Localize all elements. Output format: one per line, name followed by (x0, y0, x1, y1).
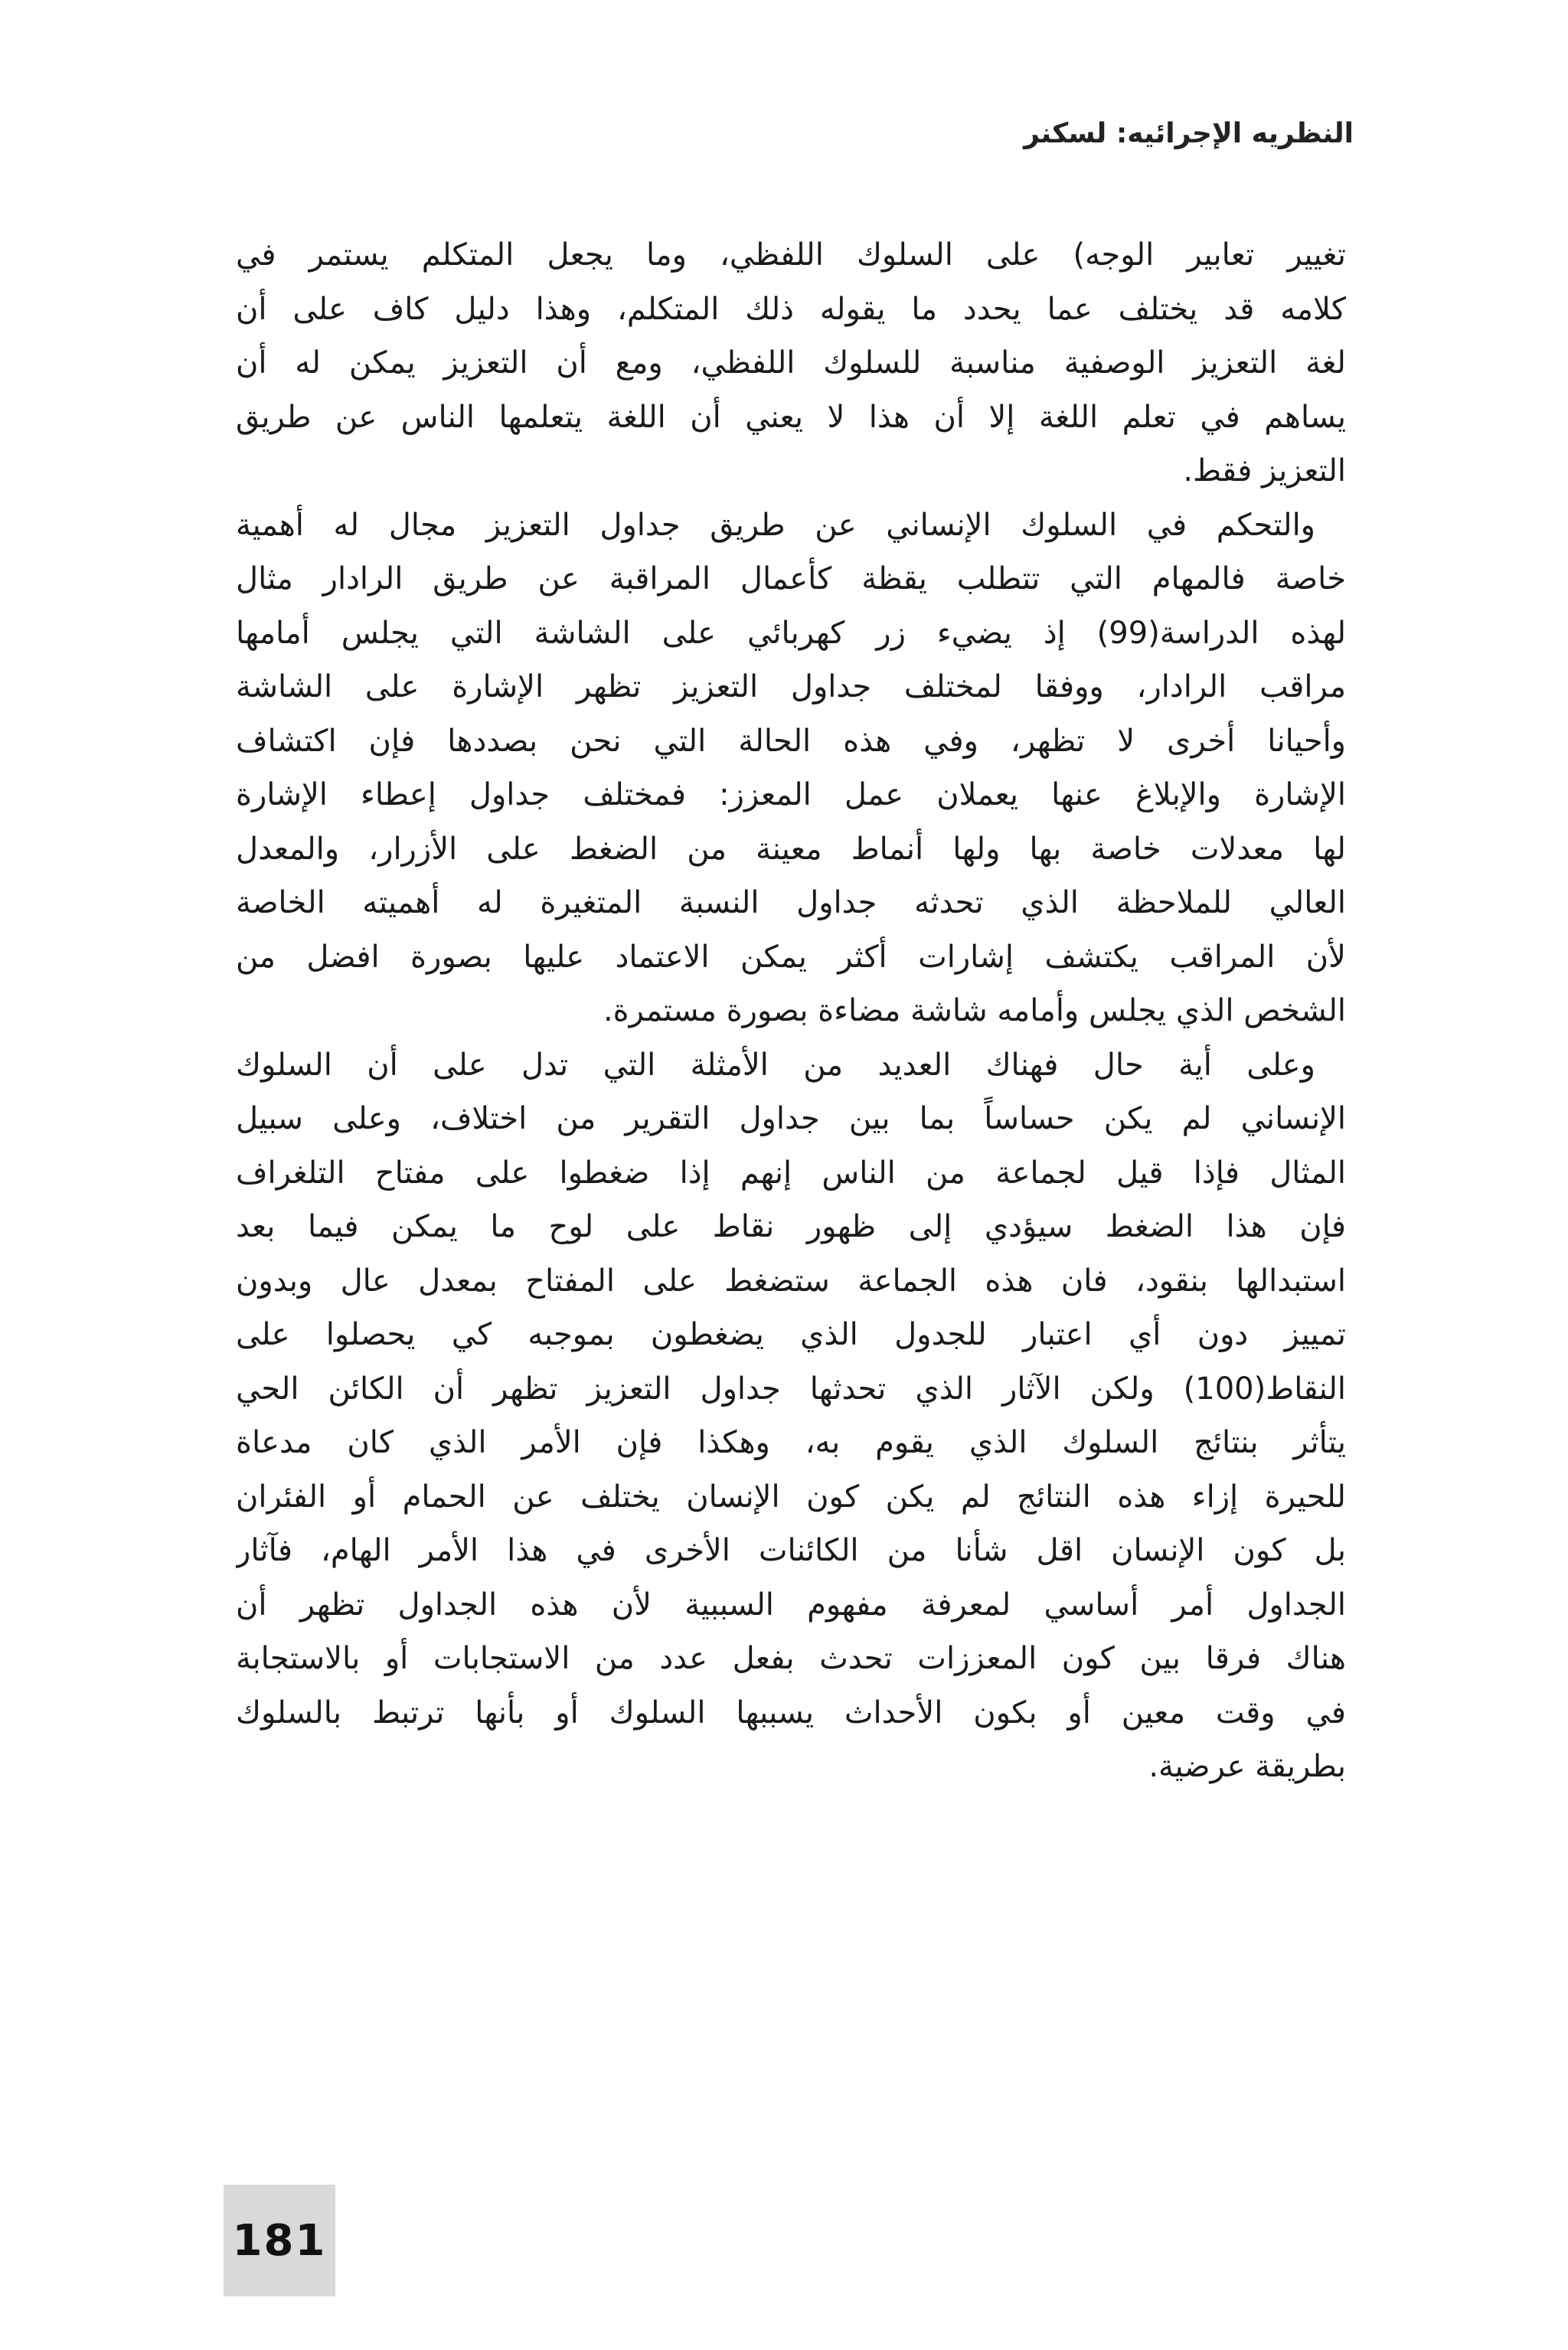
text-line: وعلى أية حال فهناك العديد من الأمثلة التي تدل على أن السلوك (236, 1047, 1315, 1083)
text-line: خاصة فالمهام التي تتطلب يقظة كأعمال المراقبة عن طريق الرادار مثال (236, 561, 1346, 596)
text-line: يساهم في تعلم اللغة إلا أن هذا لا يعني أن اللغة يتعلمها الناس عن طريق (236, 399, 1346, 435)
text-line: مراقب الرادار، ووفقا لمختلف جداول التعزيز تظهر الإشارة على الشاشة (236, 669, 1346, 704)
paragraph (236, 228, 1346, 498)
text-line: لهذه الدراسة(99) إذ يضيء زر كهربائي على الشاشة التي يجلس أمامها (236, 615, 1346, 651)
text-line: بطريقة عرضية. (1148, 1749, 1346, 1784)
text-line: كلامه قد يختلف عما يحدد ما يقوله ذلك المتكلم، وهذا دليل كاف على أن (236, 291, 1346, 327)
text-line: وأحيانا أخرى لا تظهر، وفي هذه الحالة التي نحن بصددها فإن اكتشاف (236, 723, 1346, 759)
text-line: الجداول أمر أساسي لمعرفة مفهوم السببية لأن هذه الجداول تظهر أن (236, 1587, 1346, 1623)
paragraph (236, 1038, 1346, 1794)
text-line: التعزيز فقط. (1183, 453, 1346, 489)
body-text (236, 228, 1346, 1794)
text-line: النقاط(100) ولكن الآثار الذي تحدثها جداول التعزيز تظهر أن الكائن الحي (236, 1371, 1346, 1407)
text-line: هناك فرقا بين كون المعززات تحدث بفعل عدد من الاستجابات أو بالاستجابة (236, 1641, 1346, 1676)
text-line: الإشارة والإبلاغ عنها يعملان عمل المعزز: فمختلف جداول إعطاء الإشارة (236, 777, 1346, 812)
text-line: استبدالها بنقود، فان هذه الجماعة ستضغط على المفتاح بمعدل عال وبدون (236, 1263, 1346, 1299)
text-line: المثال فإذا قيل لجماعة من الناس إنهم إذا ضغطوا على مفتاح التلغراف (236, 1155, 1346, 1191)
running-header-title: النظريه الإجرائيه: لسكنر (1024, 118, 1354, 149)
text-line: للحيرة إزاء هذه النتائج لم يكن كون الإنسان يختلف عن الحمام أو الفئران (236, 1479, 1346, 1515)
text-line: فإن هذا الضغط سيؤدي إلى ظهور نقاط على لوح ما يمكن فيما بعد (236, 1209, 1346, 1244)
text-line: يتأثر بنتائج السلوك الذي يقوم به، وهكذا فإن الأمر الذي كان مدعاة (236, 1425, 1346, 1460)
text-line: لها معدلات خاصة بها ولها أنماط معينة من الضغط على الأزرار، والمعدل (236, 831, 1346, 867)
text-line: لأن المراقب يكتشف إشارات أكثر يمكن الاعتماد عليها بصورة افضل من (236, 939, 1346, 975)
text-line: تمييز دون أي اعتبار للجدول الذي يضغطون بموجبه كي يحصلوا على (236, 1317, 1346, 1352)
text-line: في وقت معين أو بكون الأحداث يسببها السلوك أو بأنها ترتبط بالسلوك (236, 1695, 1346, 1731)
page-number-box (224, 2185, 335, 2296)
text-line: الشخص الذي يجلس وأمامه شاشة مضاءة بصورة مستمرة. (603, 993, 1346, 1028)
text-line: والتحكم في السلوك الإنساني عن طريق جداول التعزيز مجال له أهمية (236, 507, 1315, 543)
text-line: لغة التعزيز الوصفية مناسبة للسلوك اللفظي، ومع أن التعزيز يمكن له أن (236, 345, 1346, 381)
text-line: تغيير تعابير الوجه) على السلوك اللفظي، وما يجعل المتكلم يستمر في (236, 237, 1346, 273)
page-number: 181 (232, 2215, 327, 2266)
paragraph (236, 498, 1346, 1038)
text-line: العالي للملاحظة الذي تحدثه جداول النسبة المتغيرة له أهميته الخاصة (236, 885, 1346, 920)
text-line: الإنساني لم يكن حساساً بما بين جداول التقرير من اختلاف، وعلى سبيل (236, 1101, 1346, 1136)
text-line: بل كون الإنسان اقل شأنا من الكائنات الأخرى في هذا الأمر الهام، فآثار (236, 1533, 1346, 1568)
